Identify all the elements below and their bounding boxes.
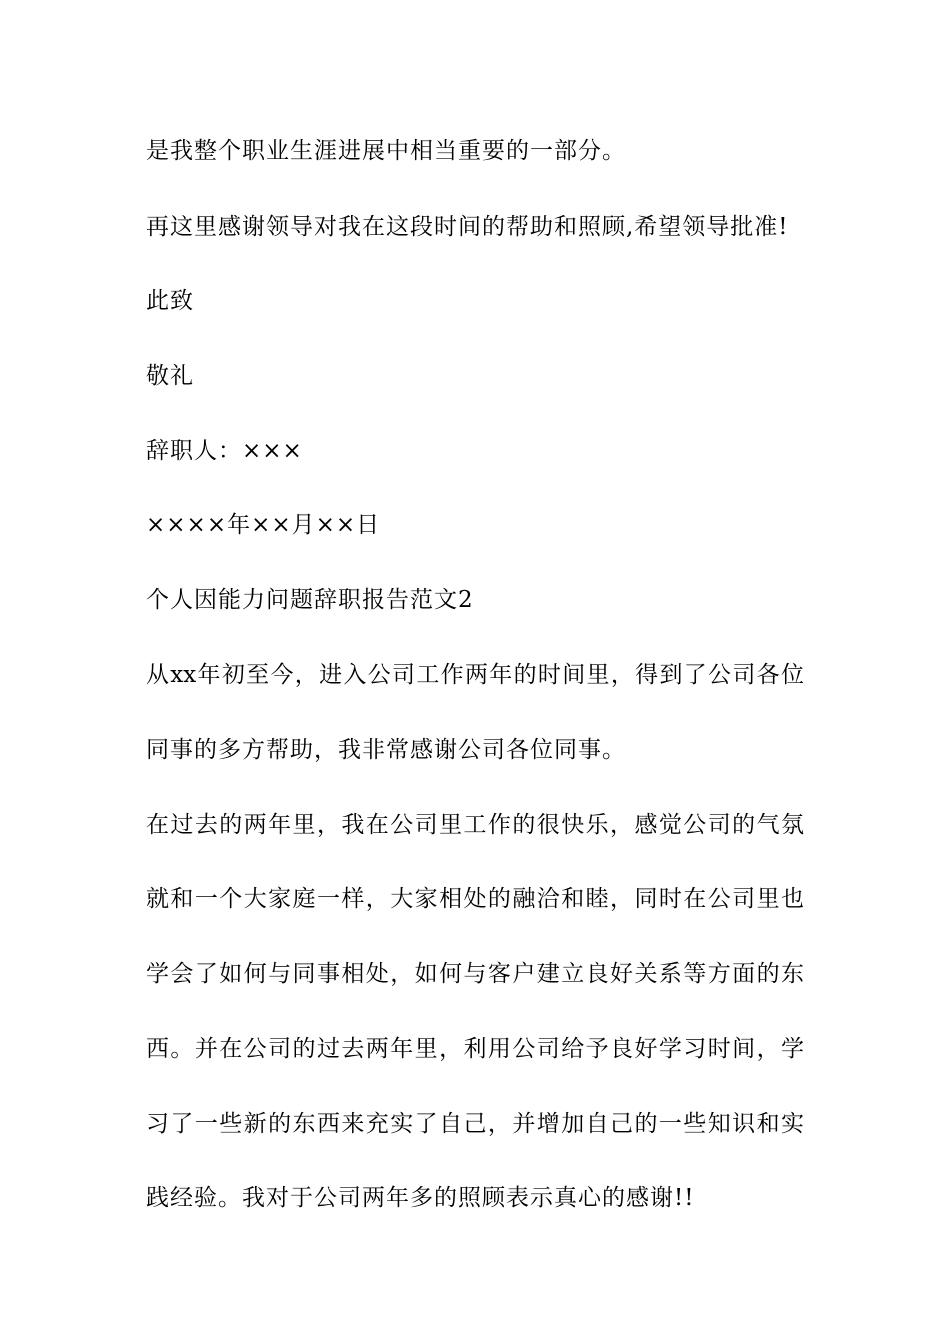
date-line: ××××年××月××日 [146, 512, 381, 538]
text-line: 再这里感谢领导对我在这段时间的帮助和照顾,希望领导批准! [146, 214, 789, 240]
text-line: 践经验。我对于公司两年多的照顾表示真心的感谢!! [146, 1185, 695, 1211]
text-line: 习了一些新的东西来充实了自己，并增加自己的一些知识和实 [146, 1111, 804, 1137]
text-line: 从xx年初至今，进入公司工作两年的时间里，得到了公司各位 [146, 662, 804, 688]
closing-salutation: 此致 [146, 288, 194, 314]
section-title: 个人因能力问题辞职报告范文2 [146, 587, 474, 613]
text-line: 西。并在公司的过去两年里，利用公司给予良好学习时间，学 [146, 1036, 804, 1062]
text-line: 就和一个大家庭一样，大家相处的融洽和睦，同时在公司里也 [146, 886, 804, 912]
text-line: 是我整个职业生涯进展中相当重要的一部分。 [146, 138, 626, 164]
text-line: 学会了如何与同事相处，如何与客户建立良好关系等方面的东 [146, 961, 804, 987]
closing-regards: 敬礼 [146, 363, 194, 389]
text-line: 同事的多方帮助，我非常感谢公司各位同事。 [146, 737, 626, 763]
signature-line: 辞职人：××× [146, 438, 303, 464]
text-line: 在过去的两年里，我在公司里工作的很快乐，感觉公司的气氛 [146, 812, 804, 838]
